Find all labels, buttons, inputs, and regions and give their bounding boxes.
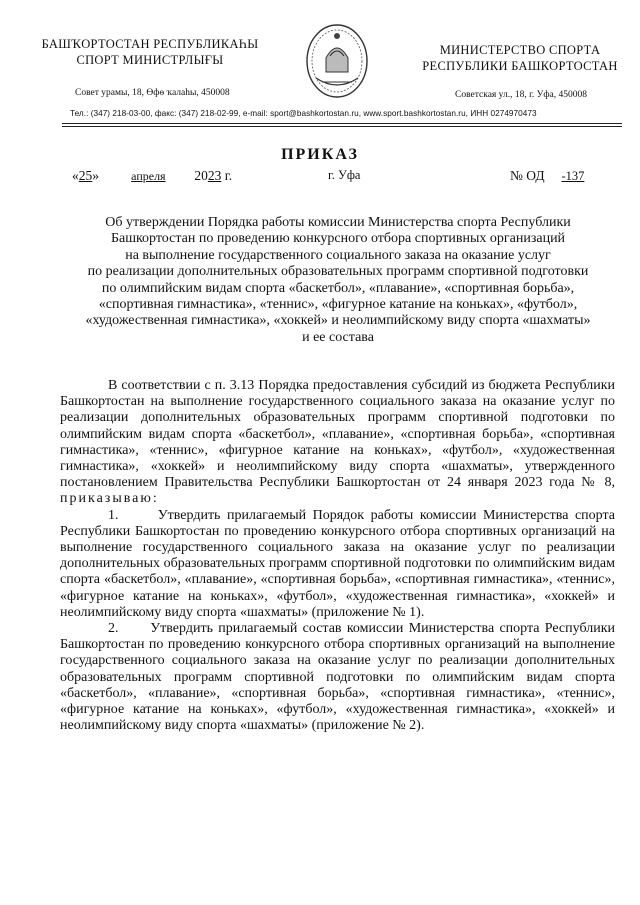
order-number [510, 168, 598, 184]
header-divider-thin [62, 126, 622, 127]
subject-line: Башкортостан по проведению конкурсного отбора спортивных организаций [110, 231, 566, 247]
item-1-paragraph: 1. Утвердить прилагаемый Порядок работы комиссии Министерства спорта Республики Башкортостан по проведению конкурсного отбора спортивных организаций на выполнение государственного социального заказа на оказание услуг по реализации дополнительных образовательных программ спортивной подготовки по олимпийским видам спорта «баскетбол», «плавание», «спортивная борьба», «спортивная гимнастика», «теннис», «фигурное катание на коньках», «футбол», «художественная гимнастика», «хоккей» и неолимпийскому виду спорта «шахматы» (приложение № 1). [60, 507, 615, 620]
subject-line: и ее состава [302, 329, 374, 345]
date-month: апреля [131, 169, 166, 183]
header-right-org [415, 42, 625, 74]
date-day: 25 [78, 168, 93, 183]
order-date [72, 168, 232, 184]
intro-keyword: приказываю: [60, 491, 159, 507]
subject-line: «художественная гимнастика», «хоккей» и неолимпийскому виду спорта «шахматы» [85, 313, 591, 329]
order-subject [58, 215, 618, 346]
date-year-suffix: 23 [207, 168, 222, 183]
subject-line: на выполнение государственного социального заказа на оказание услуг [125, 247, 551, 263]
header-right-address: Советская ул., 18, г. Уфа, 450008 [455, 90, 588, 100]
header-right-line: РЕСПУБЛИКИ БАШКОРТОСТАН [422, 59, 618, 73]
subject-line: «спортивная гимнастика», «теннис», «фигурное катание на коньках», «футбол», [98, 297, 578, 313]
subject-line: по реализации дополнительных образовательных программ спортивной подготовки [87, 264, 589, 280]
subject-line: по олимпийским видам спорта «баскетбол», «плавание», «спортивная борьба», [101, 280, 575, 296]
header-right-line: МИНИСТЕРСТВО СПОРТА [439, 43, 601, 57]
date-year-unit: г. [224, 168, 233, 183]
item-2-paragraph: 2. Утвердить прилагаемый состав комиссии Министерства спорта Республики Башкортостан по проведению конкурсного отбора спортивных организаций на выполнение государственного социального заказа на оказание услуг по реализации дополнительных образовательных программ спортивной подготовки по олимпийским видам спорта «баскетбол», «плавание», «спортивная борьба», «спортивная гимнастика», «теннис», «фигурное катание на коньках», «футбол», «художественная гимнастика», «хоккей» и неолимпийскому виду спорта «шахматы» (приложение № 2). [60, 621, 615, 734]
date-year-prefix: 20 [194, 168, 208, 183]
order-number-prefix: № ОД [510, 168, 545, 183]
intro-paragraph [60, 378, 615, 508]
subject-line: Об утверждении Порядка работы комиссии Министерства спорта Республики [105, 215, 571, 230]
order-body [60, 378, 615, 734]
order-city: г. Уфа [328, 168, 361, 182]
republic-emblem-icon [302, 20, 372, 102]
contacts-line: Тел.: (347) 218-03-00, факс: (347) 218-02-99, e-mail: sport@bashkortostan.ru, www.sport.bashkortostan.ru, ИНН 0274970473 [70, 109, 537, 118]
header-left-line: СПОРТ МИНИСТРЛЫҒЫ [76, 53, 224, 67]
order-number-value: -137 [561, 169, 585, 183]
date-quote-open: « [72, 168, 79, 183]
document-title: ПРИКАЗ [281, 146, 359, 163]
header-left-address: Совет урамы, 18, Өфө ҡалаһы, 450008 [75, 88, 230, 98]
header-left-line: БАШҠОРТОСТАН РЕСПУБЛИКАҺЫ [41, 37, 259, 51]
intro-text: В соответствии с п. 3.13 Порядка предоставления субсидий из бюджета Республики Башкортостан на выполнение государственного социального заказа на оказание услуг по реализации дополнительных образовательных программ спортивной подготовки по олимпийским видам спорта «баскетбол», «плавание», «спортивная борьба», «спортивная гимнастика», «теннис», «фигурное катание на коньках», «футбол», «художественная гимнастика», «хоккей» и неолимпийскому виду спорта «шахматы», утвержденного постановлением Правительства Республики Башкортостан от 24 января 2023 года № 8, [60, 378, 615, 491]
date-quote-close: » [92, 168, 99, 183]
header-divider [62, 123, 622, 124]
header-left-org [30, 36, 270, 68]
